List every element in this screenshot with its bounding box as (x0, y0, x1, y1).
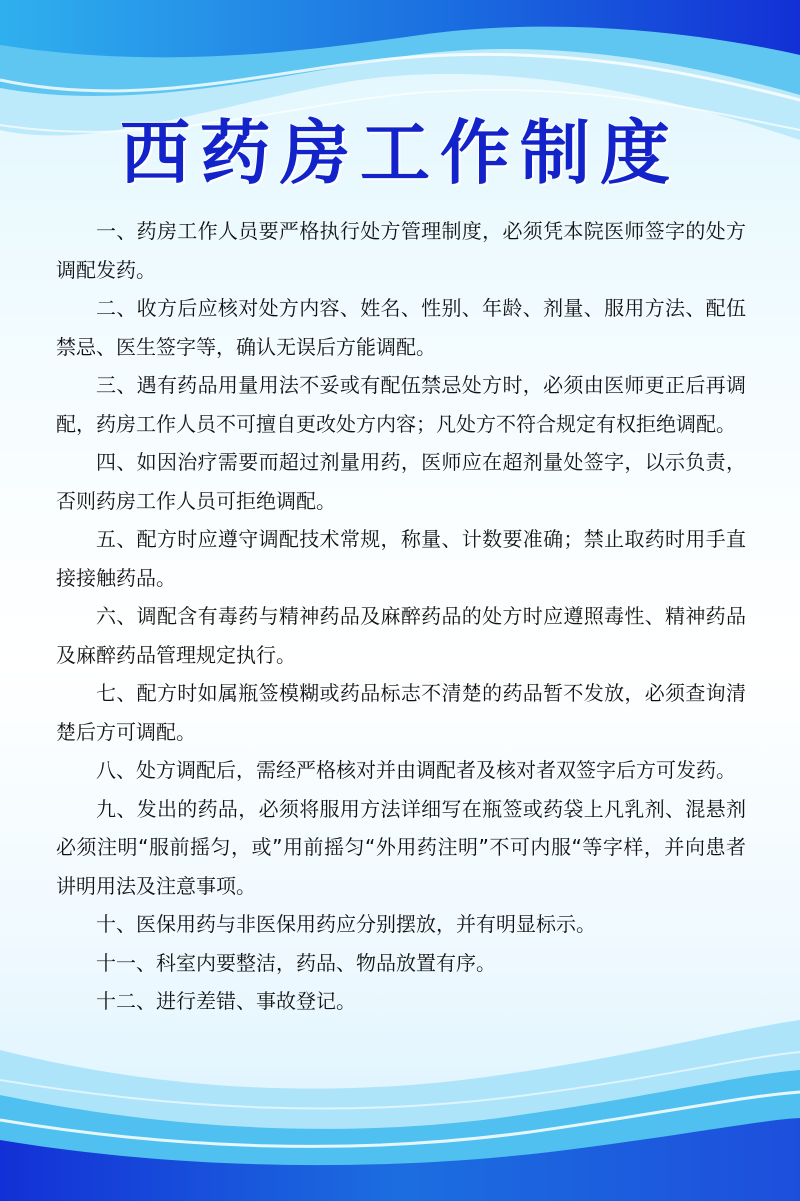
rule-item: 十、医保用药与非医保用药应分别摆放，并有明显标示。 (96, 912, 596, 936)
rule-item: 七、配方时如属瓶签模糊或药品标志不清楚的药品暂不发放，必须查询清楚后方可调配。 (56, 681, 746, 744)
rules-list (56, 212, 746, 1021)
rule-item: 十二、进行差错、事故登记。 (96, 989, 356, 1013)
rule-item: 九、发出的药品，必须将服用方法详细写在瓶签或药袋上凡乳剂、混悬剂必须注明“服前摇匀，或”用前摇匀“外用药注明”不可内服“等字样，并向患者讲明用法及注意事项。 (56, 796, 746, 898)
rule-item: 四、如因治疗需要而超过剂量用药，医师应在超剂量处签字，以示负责，否则药房工作人员可拒绝调配。 (56, 450, 746, 513)
rule-item: 三、遇有药品用量用法不妥或有配伍禁忌处方时，必须由医师更正后再调配，药房工作人员不可擅自更改处方内容；凡处方不符合规定有权拒绝调配。 (56, 373, 746, 436)
page-title: 西药房工作制度 (120, 112, 680, 194)
rule-item: 二、收方后应核对处方内容、姓名、性别、年龄、剂量、服用方法、配伍禁忌、医生签字等，确认无误后方能调配。 (56, 296, 746, 359)
rule-item: 八、处方调配后，需经严格核对并由调配者及核对者双签字后方可发药。 (96, 758, 736, 782)
rule-item: 一、药房工作人员要严格执行处方管理制度，必须凭本院医师签字的处方调配发药。 (56, 219, 746, 282)
rule-item: 六、调配含有毒药与精神药品及麻醉药品的处方时应遵照毒性、精神药品及麻醉药品管理规定执行。 (56, 604, 746, 667)
rule-item: 十一、科室内要整洁，药品、物品放置有序。 (96, 950, 496, 975)
rule-item: 五、配方时应遵守调配技术常规，称量、计数要准确；禁止取药时用手直接接触药品。 (56, 527, 746, 590)
